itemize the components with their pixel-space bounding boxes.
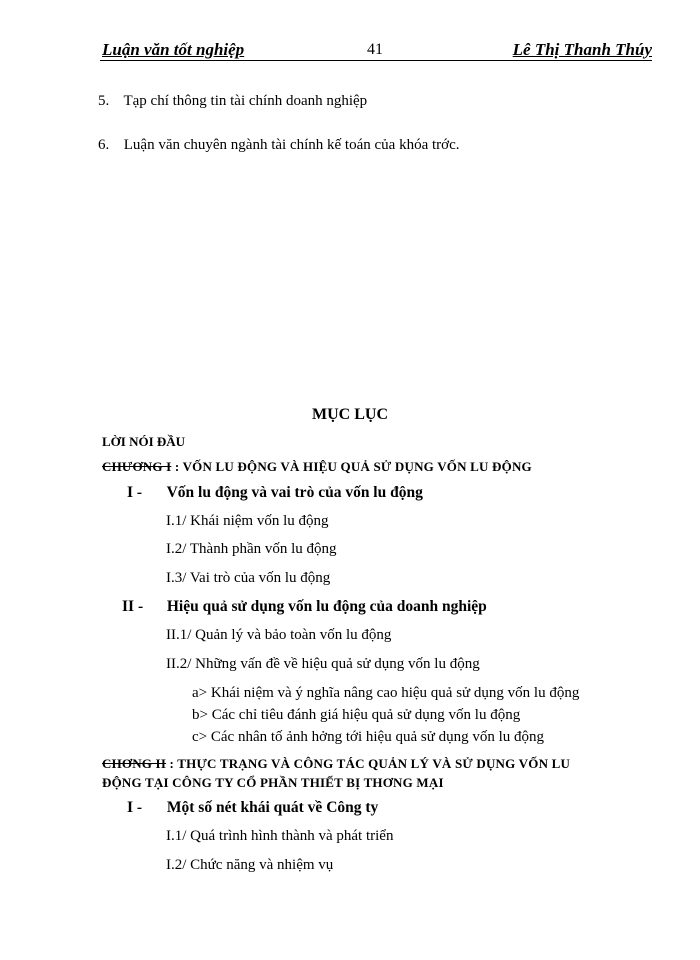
- section-heading: I - Vốn lu động và vai trò của vốn lu động: [127, 484, 423, 501]
- page-number: 41: [367, 41, 383, 58]
- toc-item: I.1/ Quá trình hình thành và phát triển: [166, 828, 394, 844]
- header-left: Luận văn tốt nghiệp: [102, 40, 245, 59]
- toc-item: I.2/ Chức năng và nhiệm vụ: [166, 857, 334, 873]
- header-right: Lê Thị Thanh Thúy: [512, 40, 652, 59]
- toc-item: I.2/ Thành phần vốn lu động: [166, 541, 337, 557]
- toc-subitem: a> Khái niệm và ý nghĩa nâng cao hiệu quả sử dụng vốn lu động: [192, 685, 580, 701]
- toc-title: MỤC LỤC: [312, 406, 388, 423]
- toc-item: II.1/ Quản lý và bảo toàn vốn lu động: [166, 627, 392, 643]
- page-header: [100, 38, 652, 61]
- toc-item: I.1/ Khái niệm vốn lu động: [166, 513, 329, 529]
- chapter-1-heading: CHƯƠNG I : VỐN LU ĐỘNG VÀ HIỆU QUẢ SỬ DỤNG VỐN LU ĐỘNG: [102, 459, 532, 474]
- section-heading: II - Hiệu quả sử dụng vốn lu động của doanh nghiệp: [122, 598, 487, 615]
- toc-subitem: b> Các chỉ tiêu đánh giá hiệu quả sử dụng vốn lu động: [192, 707, 521, 723]
- reference-item: 6. Luận văn chuyên ngành tài chính kế toán của khóa trớc.: [98, 137, 460, 153]
- reference-item: 5. Tạp chí thông tin tài chính doanh nghiệp: [98, 93, 368, 109]
- toc-item: II.2/ Những vấn đề về hiệu quả sử dụng vốn lu động: [166, 656, 480, 672]
- toc-intro: LỜI NÓI ĐẦU: [102, 434, 186, 449]
- toc-item: I.3/ Vai trò của vốn lu động: [166, 570, 331, 586]
- chapter-2-heading-cont: ĐỘNG TẠI CÔNG TY CỔ PHẦN THIẾT BỊ THƠNG MẠI: [102, 775, 444, 790]
- chapter-2-heading: CHƠNG II : THỰC TRẠNG VÀ CÔNG TÁC QUẢN LÝ VÀ SỬ DỤNG VỐN LU: [102, 756, 571, 771]
- toc-subitem: c> Các nhân tố ảnh hởng tới hiệu quả sử dụng vốn lu động: [192, 729, 544, 745]
- section-heading: I - Một số nét khái quát về Công ty: [127, 799, 379, 816]
